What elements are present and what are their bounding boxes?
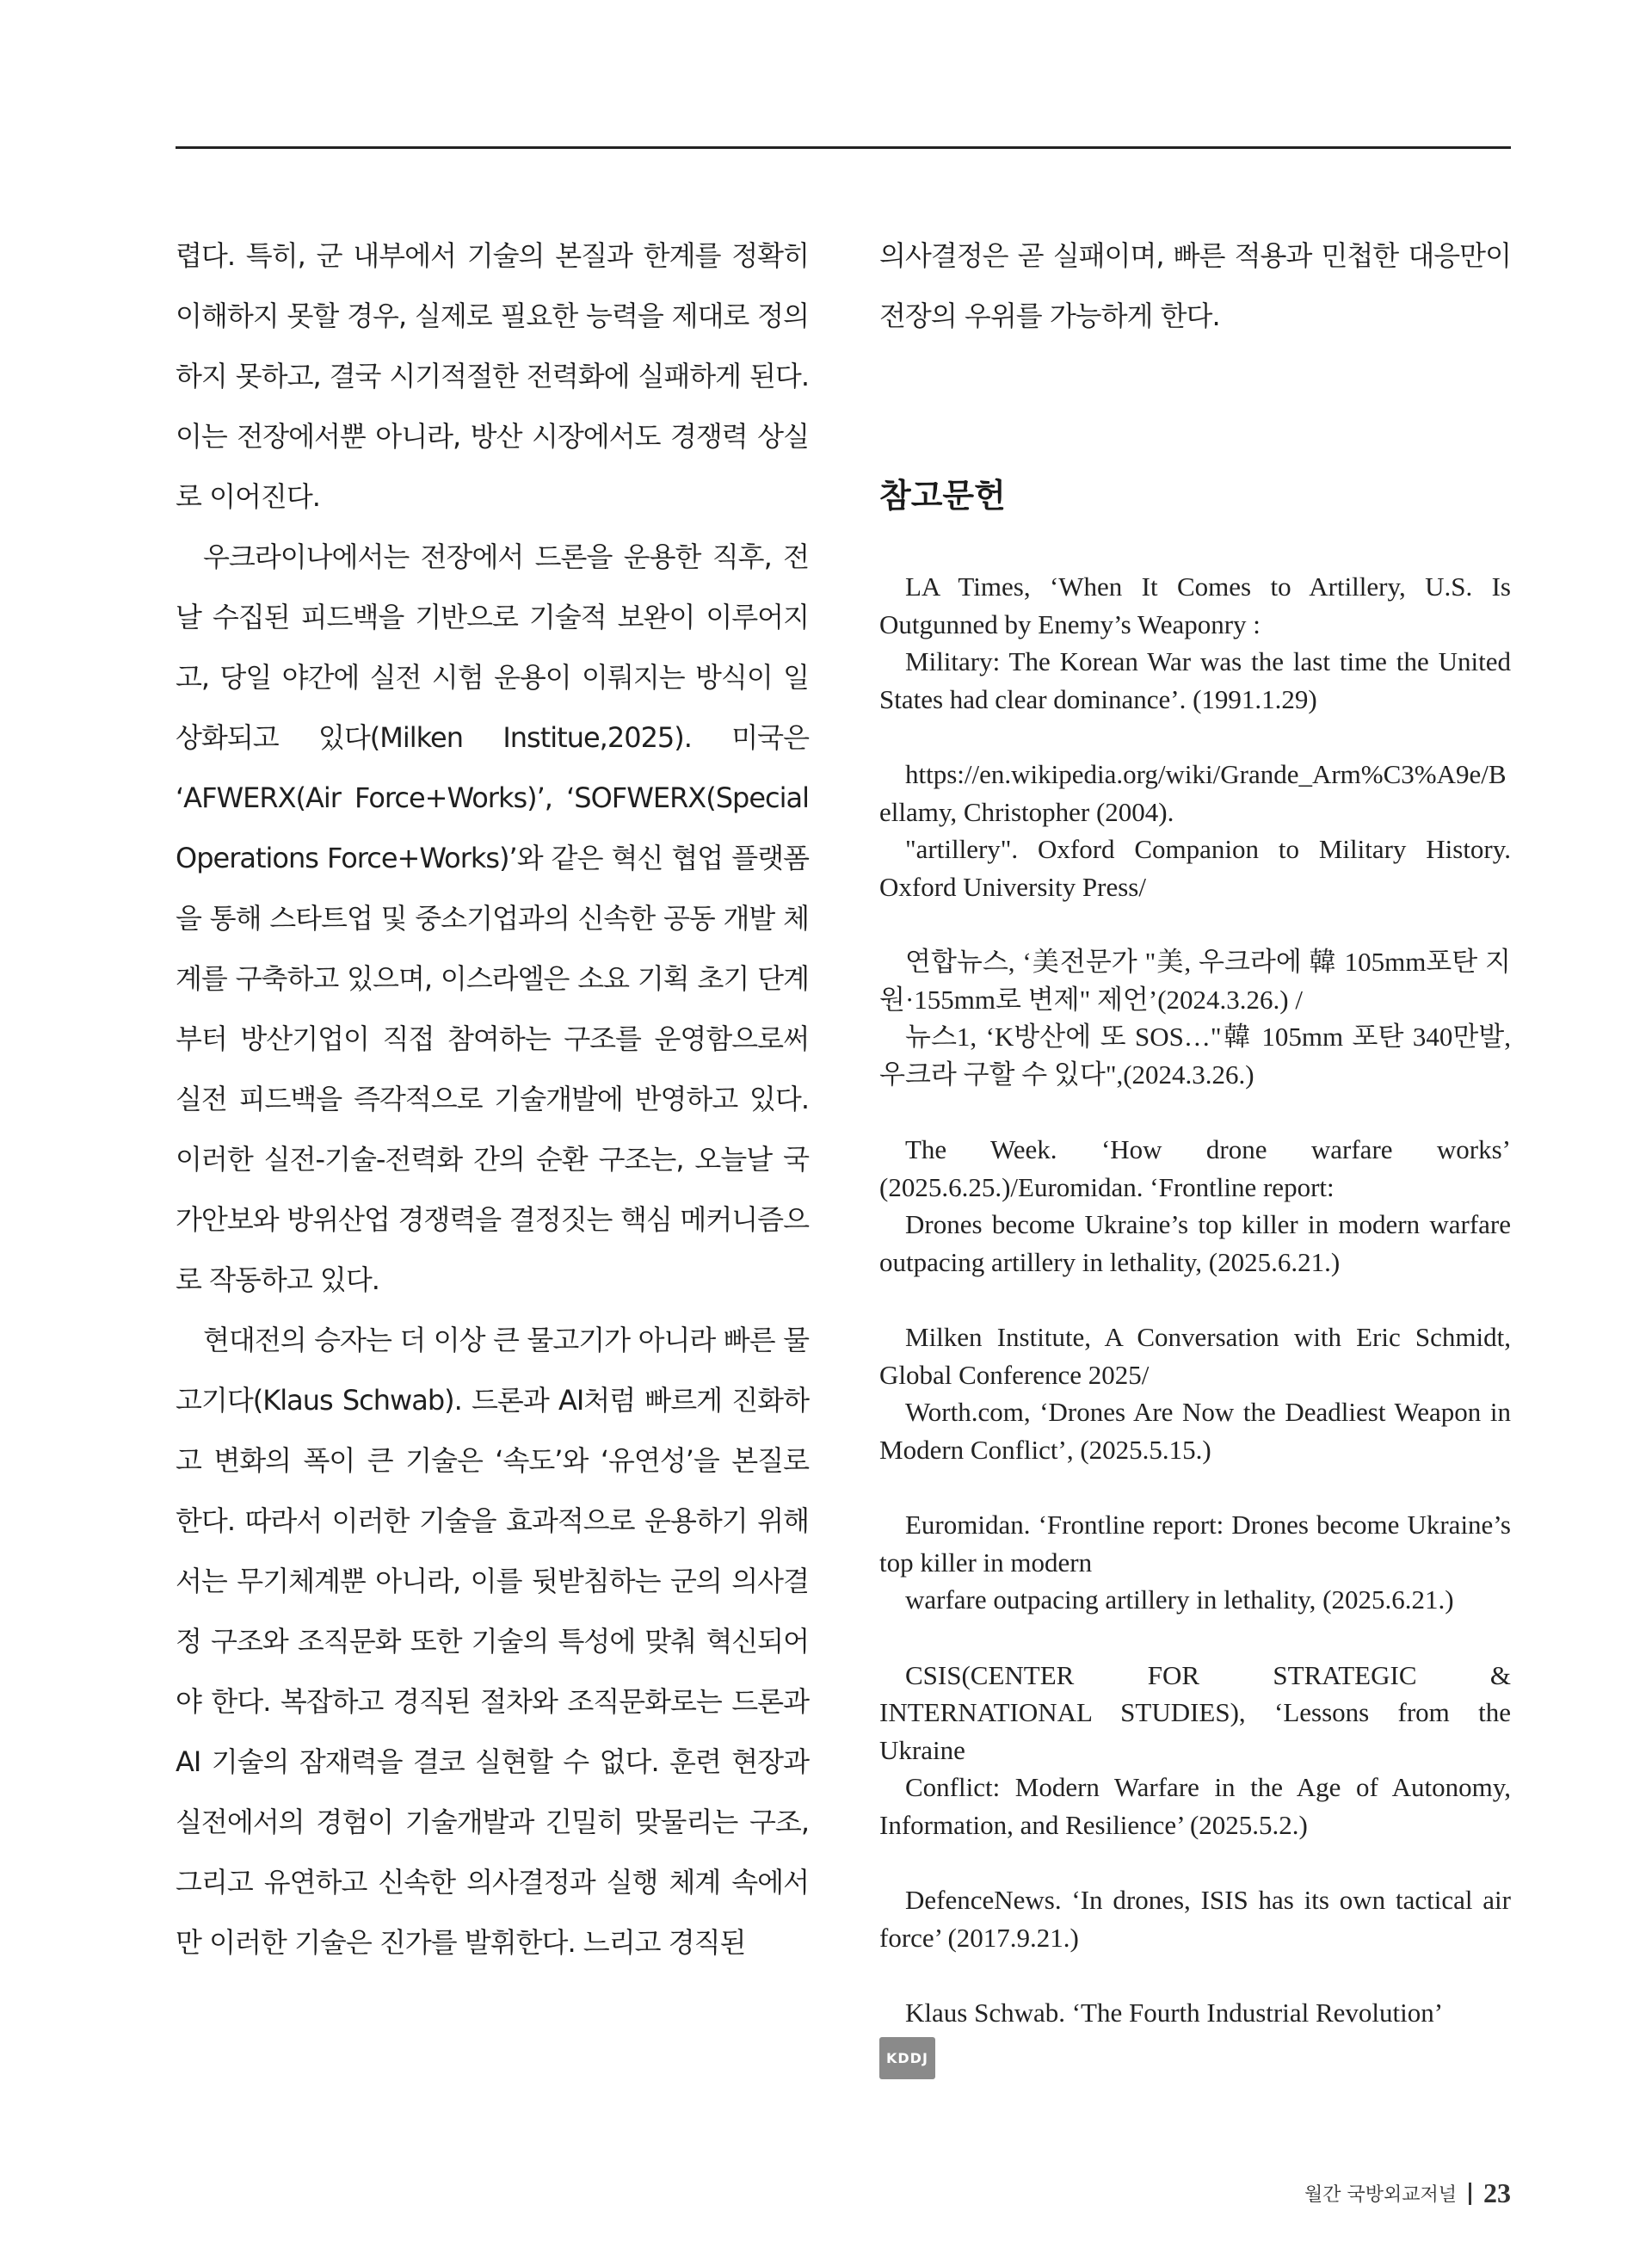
reference-line: warfare outpacing artillery in lethality, (2025.6.21.) [905,1584,1454,1615]
reference-entry [879,1506,1511,1619]
page-number: 23 [1483,2177,1511,2208]
reference-entry [879,568,1511,718]
reference-line: "artillery". Oxford Companion to Military History. Oxford University Press/ [879,834,1511,902]
reference-line: LA Times, ‘When It Comes to Artillery, U.S. Is Outgunned by Enemy’s Weaponry : [879,571,1511,639]
reference-line: Drones become Ukraine’s top killer in modern warfare outpacing artillery in lethality, (2025.6.21.) [879,1209,1511,1277]
reference-line: Klaus Schwab. ‘The Fourth Industrial Revolution’ [905,1998,1444,2028]
body-paragraph: 현대전의 승자는 더 이상 큰 물고기가 아니라 빠른 물고기다(Klaus Schwab). 드론과 AI처럼 빠르게 진화하고 변화의 폭이 큰 기술은 ‘속도’와 ‘유연성’을 본질로 한다. 따라서 이러한 기술을 효과적으로 운용하기 위해서는 무기체계뿐 아니라, 이를 뒷받침하는 군의 의사결정 구조와 조직문화 또한 기술의 특성에 맞춰 혁신되어야 한다. 복잡하고 경직된 절차와 조직문화로는 드론과 AI 기술의 잠재력을 결코 실현할 수 없다. 훈련 현장과 실전에서의 경험이 기술개발과 긴밀히 맞물리는 구조, 그리고 유연하고 신속한 의사결정과 실행 체계 속에서만 이러한 기술은 진가를 발휘한다. 느리고 경직된 [176,1324,809,1959]
reference-line: Military: The Korean War was the last time the United States had clear dominance’. (1991.1.29) [879,646,1511,714]
left-column [176,225,809,1973]
references-list [879,568,1511,2079]
body-paragraph: 우크라이나에서는 전장에서 드론을 운용한 직후, 전날 수집된 피드백을 기반으로 기술적 보완이 이루어지고, 당일 야간에 실전 시험 운용이 이뤄지는 방식이 일상화되고 있다(Milken Institue,2025). 미국은 ‘AFWERX(Air Force+Works)’, ‘SOFWERX(Special Operations Force+Works)’와 같은 혁신 협업 플랫폼을 통해 스타트업 및 중소기업과의 신속한 공동 개발 체계를 구축하고 있으며, 이스라엘은 소요 기획 초기 단계부터 방산기업이 직접 참여하는 구조를 운영함으로써 실전 피드백을 즉각적으로 기술개발에 반영하고 있다. 이러한 실전-기술-전력화 간의 순환 구조는, 오늘날 국가안보와 방위산업 경쟁력을 결정짓는 핵심 메커니즘으로 작동하고 있다. [176,540,809,1296]
reference-entry [879,1881,1511,1956]
reference-entry [879,1131,1511,1281]
kddj-watermark-badge: KDDJ [879,2037,935,2080]
reference-line: Milken Institute, A Conversation with Eric Schmidt, Global Conference 2025/ [879,1322,1511,1390]
reference-entry [879,1657,1511,1844]
reference-line: CSIS(CENTER FOR STRATEGIC & INTERNATIONAL STUDIES), ‘Lessons from the Ukraine [879,1659,1511,1765]
reference-line: Worth.com, ‘Drones Are Now the Deadliest Weapon in Modern Conflict’, (2025.5.15.) [879,1397,1511,1465]
reference-entry [879,943,1511,1093]
reference-line: DefenceNews. ‘In drones, ISIS has its own tactical air force’ (2017.9.21.) [879,1885,1511,1953]
reference-line: 뉴스1, ‘K방산에 또 SOS…"韓 105mm 포탄 340만발, 우크라 구할 수 있다",(2024.3.26.) [879,1022,1511,1090]
publication-name: 월간 국방외교저널 [1304,2184,1457,2206]
reference-entry [879,1318,1511,1468]
reference-line: https://en.wikipedia.org/wiki/Grande_Arm%C3%A9e/Bellamy, Christopher (2004). [879,759,1507,827]
header-rule [176,146,1511,149]
right-column [879,225,1511,346]
body-paragraph: 렵다. 특히, 군 내부에서 기술의 본질과 한계를 정확히 이해하지 못할 경우, 실제로 필요한 능력을 제대로 정의하지 못하고, 결국 시기적절한 전력화에 실패하게 된다. 이는 전장에서뿐 아니라, 방산 시장에서도 경쟁력 상실로 이어진다. [176,239,809,513]
reference-line: 연합뉴스, ‘美전문가 "美, 우크라에 韓 105mm포탄 지원·155mm로 변제" 제언’(2024.3.26.) / [879,947,1511,1015]
page-footer [1304,2177,1511,2209]
reference-line: Euromidan. ‘Frontline report: Drones become Ukraine’s top killer in modern [879,1510,1511,1578]
body-paragraph-continuation: 의사결정은 곧 실패이며, 빠른 적용과 민첩한 대응만이 전장의 우위를 가능하게 한다. [879,239,1511,332]
references-heading: 참고문헌 [879,477,1006,515]
reference-entry [879,1994,1511,2079]
reference-entry [879,756,1511,905]
reference-line: Conflict: Modern Warfare in the Age of Autonomy, Information, and Resilience’ (2025.5.2.) [879,1772,1511,1840]
footer-separator [1469,2183,1471,2205]
reference-line: The Week. ‘How drone warfare works’ (2025.6.25.)/Euromidan. ‘Frontline report: [879,1134,1511,1202]
